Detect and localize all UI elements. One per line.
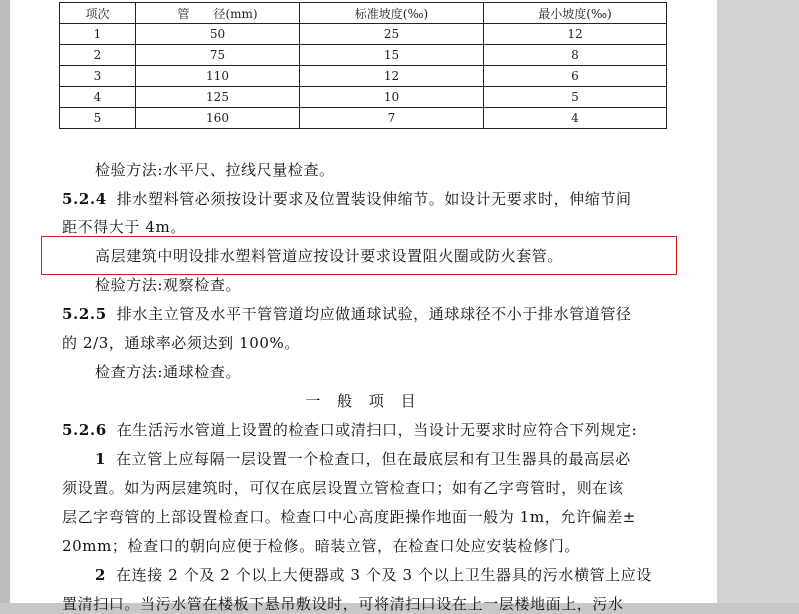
text-line: 距不得大于 4m。 <box>62 218 186 236</box>
table-header-cell: 最小坡度(‰) <box>484 3 667 24</box>
clause-number: 5.2.5 <box>62 305 107 323</box>
table-cell: 12 <box>300 66 484 87</box>
table-cell: 25 <box>300 24 484 45</box>
clause-5-2-6 <box>62 420 637 440</box>
table-header-cell: 管 径(mm) <box>136 3 300 24</box>
table-header-cell: 项次 <box>60 3 136 24</box>
table-cell: 6 <box>484 66 667 87</box>
table-cell: 5 <box>484 87 667 108</box>
table-cell: 75 <box>136 45 300 66</box>
table-cell: 4 <box>484 108 667 129</box>
table-cell: 7 <box>300 108 484 129</box>
clause-text: 排水塑料管必须按设计要求及位置装设伸缩节。如设计无要求时，伸缩节间 <box>116 190 632 208</box>
table-cell: 10 <box>300 87 484 108</box>
table-cell: 8 <box>484 45 667 66</box>
clause-5-2-4 <box>62 189 632 209</box>
text-line: 置清扫口。当污水管在楼板下悬吊敷设时，可将清扫口设在上一层楼地面上，污水 <box>62 595 624 613</box>
viewer-right-margin <box>717 0 799 603</box>
table-cell: 50 <box>136 24 300 45</box>
document-page <box>10 0 717 613</box>
table-row <box>60 108 667 129</box>
table-row <box>60 24 667 45</box>
text-line: 的 2/3，通球率必须达到 100%。 <box>62 334 300 352</box>
pipe-slope-table <box>59 2 667 129</box>
highlight-annotation-box <box>41 236 677 275</box>
clause-number: 5.2.4 <box>62 190 107 208</box>
table-header-row <box>60 3 667 24</box>
table-cell: 110 <box>136 66 300 87</box>
item-number: 1 <box>95 450 107 468</box>
text-line: 须设置。如为两层建筑时，可仅在底层设置立管检查口；如有乙字弯管时，则在该 <box>62 479 624 497</box>
table-cell: 4 <box>60 87 136 108</box>
table-header-cell: 标准坡度(‰) <box>300 3 484 24</box>
highlighted-text-line: 高层建筑中明设排水塑料管道应按设计要求设置阻火圈或防火套管。 <box>95 247 564 265</box>
table-cell: 12 <box>484 24 667 45</box>
section-heading: 一 般 项 目 <box>305 392 422 410</box>
item-number: 2 <box>95 566 107 584</box>
item-text: 在立管上应每隔一层设置一个检查口，但在最底层和有卫生器具的最高层必 <box>116 450 631 468</box>
table-row <box>60 66 667 87</box>
item-2-line <box>62 565 652 585</box>
viewer-left-margin <box>0 0 10 603</box>
text-line: 20mm；检查口的朝向应便于检修。暗装立管，在检查口处应安装检修门。 <box>62 537 580 555</box>
table-cell: 5 <box>60 108 136 129</box>
text-line: 层乙字弯管的上部设置检查口。检查口中心高度距操作地面一般为 1m，允许偏差± <box>62 508 636 526</box>
inspection-method-line: 检验方法:观察检查。 <box>95 276 242 294</box>
table-row <box>60 45 667 66</box>
clause-text: 排水主立管及水平干管管道均应做通球试验，通球球径不小于排水管道管径 <box>116 305 632 323</box>
table-cell: 160 <box>136 108 300 129</box>
item-1-line <box>62 449 631 469</box>
table-cell: 3 <box>60 66 136 87</box>
table-row <box>60 87 667 108</box>
clause-number: 5.2.6 <box>62 421 107 439</box>
inspection-method-line: 检验方法:水平尺、拉线尺量检查。 <box>95 161 335 179</box>
item-text: 在连接 2 个及 2 个以上大便器或 3 个及 3 个以上卫生器具的污水横管上应设 <box>116 566 652 584</box>
clause-text: 在生活污水管道上设置的检查口或清扫口，当设计无要求时应符合下列规定: <box>116 421 638 439</box>
table-cell: 2 <box>60 45 136 66</box>
inspection-method-line: 检查方法:通球检查。 <box>95 363 242 381</box>
table-cell: 15 <box>300 45 484 66</box>
table-cell: 1 <box>60 24 136 45</box>
clause-5-2-5 <box>62 304 632 324</box>
table-cell: 125 <box>136 87 300 108</box>
